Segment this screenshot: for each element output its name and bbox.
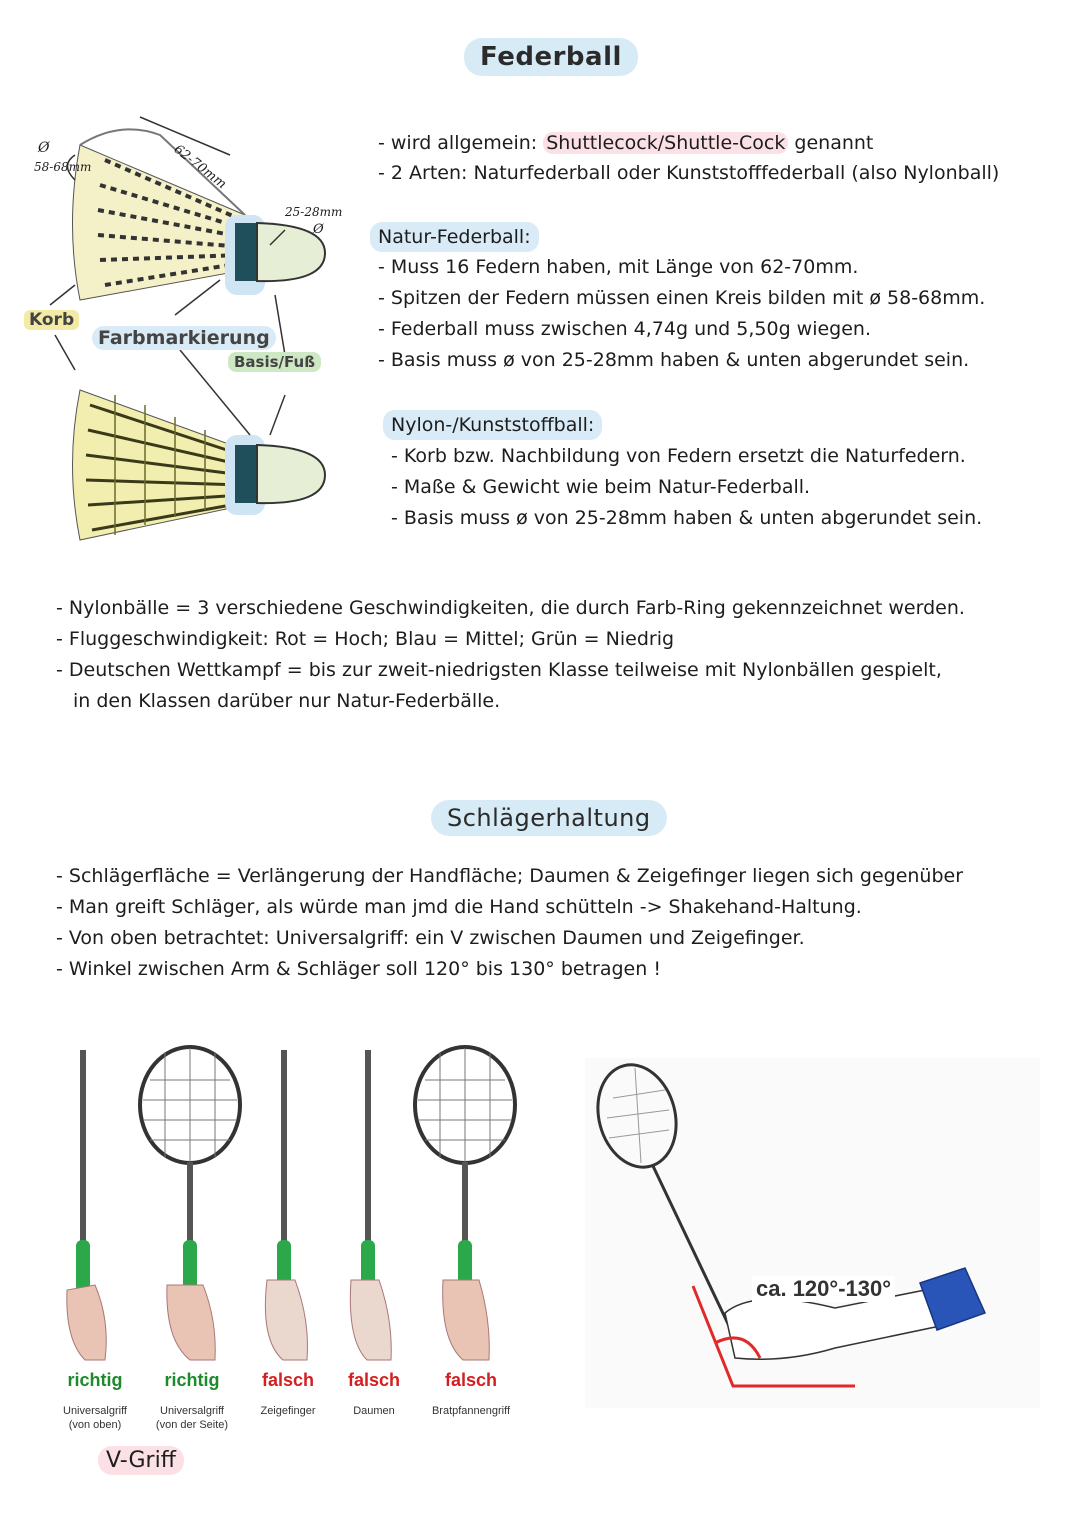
grip-verdict-5: falsch	[444, 1370, 498, 1390]
grip-verdict-2: richtig	[164, 1370, 220, 1390]
racket-4	[350, 1050, 391, 1360]
grip-desc-5: Bratpfannengriff	[431, 1405, 511, 1417]
arm-racket-angle-illustration	[585, 1058, 1040, 1408]
grip-desc-4: Daumen	[353, 1405, 395, 1417]
angle-label: ca. 120°-130°	[752, 1276, 895, 1302]
natur-line-1: - Muss 16 Federn haben, mit Länge von 62-70mm.	[378, 256, 859, 278]
nylon-line-2: - Maße & Gewicht wie beim Natur-Federball.	[391, 476, 811, 498]
grip-line-2: - Man greift Schläger, als würde man jmd die Hand schütteln -> Shakehand-Haltung.	[56, 896, 862, 918]
grip-verdict-3: falsch	[261, 1370, 315, 1390]
racket-grips-illustration	[55, 1040, 535, 1365]
farbmarkierung-label: Farbmarkierung	[92, 326, 276, 350]
v-griff-label: V-Griff	[98, 1446, 184, 1475]
natur-line-3: - Federball muss zwischen 4,74g und 5,50g wiegen.	[378, 318, 872, 340]
racket-2	[140, 1047, 240, 1360]
page-title: Federball	[464, 38, 638, 76]
natur-line-2: - Spitzen der Federn müssen einen Kreis bilden mit ø 58-68mm.	[378, 287, 986, 309]
grip-line-4: - Winkel zwischen Arm & Schläger soll 120° bis 130° betragen !	[56, 958, 661, 980]
intro-line-2: - 2 Arten: Naturfederball oder Kunststofffederball (also Nylonball)	[378, 162, 1000, 184]
natur-heading: Natur-Federball:	[370, 222, 539, 252]
racket-3	[265, 1050, 307, 1360]
nylon-line-3: - Basis muss ø von 25-28mm haben & unten abgerundet sein.	[391, 507, 983, 529]
natur-line-4: - Basis muss ø von 25-28mm haben & unten abgerundet sein.	[378, 349, 970, 371]
diameter-symbol: Ø	[38, 140, 50, 156]
grip-desc-3: Zeigefinger	[260, 1405, 316, 1417]
note-line-4: in den Klassen darüber nur Natur-Federbälle.	[73, 690, 501, 712]
racket-1	[67, 1050, 106, 1360]
grip-desc-2: Universalgriff (von der Seite)	[155, 1405, 229, 1431]
grip-verdict-1: richtig	[67, 1370, 123, 1390]
note-line-1: - Nylonbälle = 3 verschiedene Geschwindigkeiten, die durch Farb-Ring gekennzeichnet werden.	[56, 597, 965, 619]
note-line-3: - Deutschen Wettkampf = bis zur zweit-niedrigsten Klasse teilweise mit Nylonbällen gespielt,	[56, 659, 942, 681]
length-label: 62-70mm	[170, 142, 229, 193]
racket-5	[415, 1047, 515, 1360]
korb-label: Korb	[24, 310, 79, 330]
intro-line-1: - wird allgemein: Shuttlecock/Shuttle-Cock genannt	[378, 132, 874, 154]
nylon-line-1: - Korb bzw. Nachbildung von Federn ersetzt die Naturfedern.	[391, 445, 966, 467]
grip-line-3: - Von oben betrachtet: Universalgriff: ein V zwischen Daumen und Zeigefinger.	[56, 927, 805, 949]
note-line-2: - Fluggeschwindigkeit: Rot = Hoch; Blau = Mittel; Grün = Niedrig	[56, 628, 675, 650]
basis-label: Basis/Fuß	[228, 352, 321, 372]
nylon-heading: Nylon-/Kunststoffball:	[383, 410, 602, 440]
diameter-value: 58-68mm	[34, 160, 92, 174]
section-title-schlaegerhaltung: Schlägerhaltung	[431, 800, 667, 836]
grip-desc-1: Universalgriff (von oben)	[63, 1405, 127, 1431]
grip-verdict-4: falsch	[347, 1370, 401, 1390]
grip-line-1: - Schlägerfläche = Verlängerung der Handfläche; Daumen & Zeigefinger liegen sich gegenüber	[56, 865, 964, 887]
base-diameter-label: 25-28mm	[285, 205, 343, 219]
base-diameter-symbol: Ø	[313, 222, 324, 237]
nylon-shuttlecock-illustration	[73, 390, 326, 540]
